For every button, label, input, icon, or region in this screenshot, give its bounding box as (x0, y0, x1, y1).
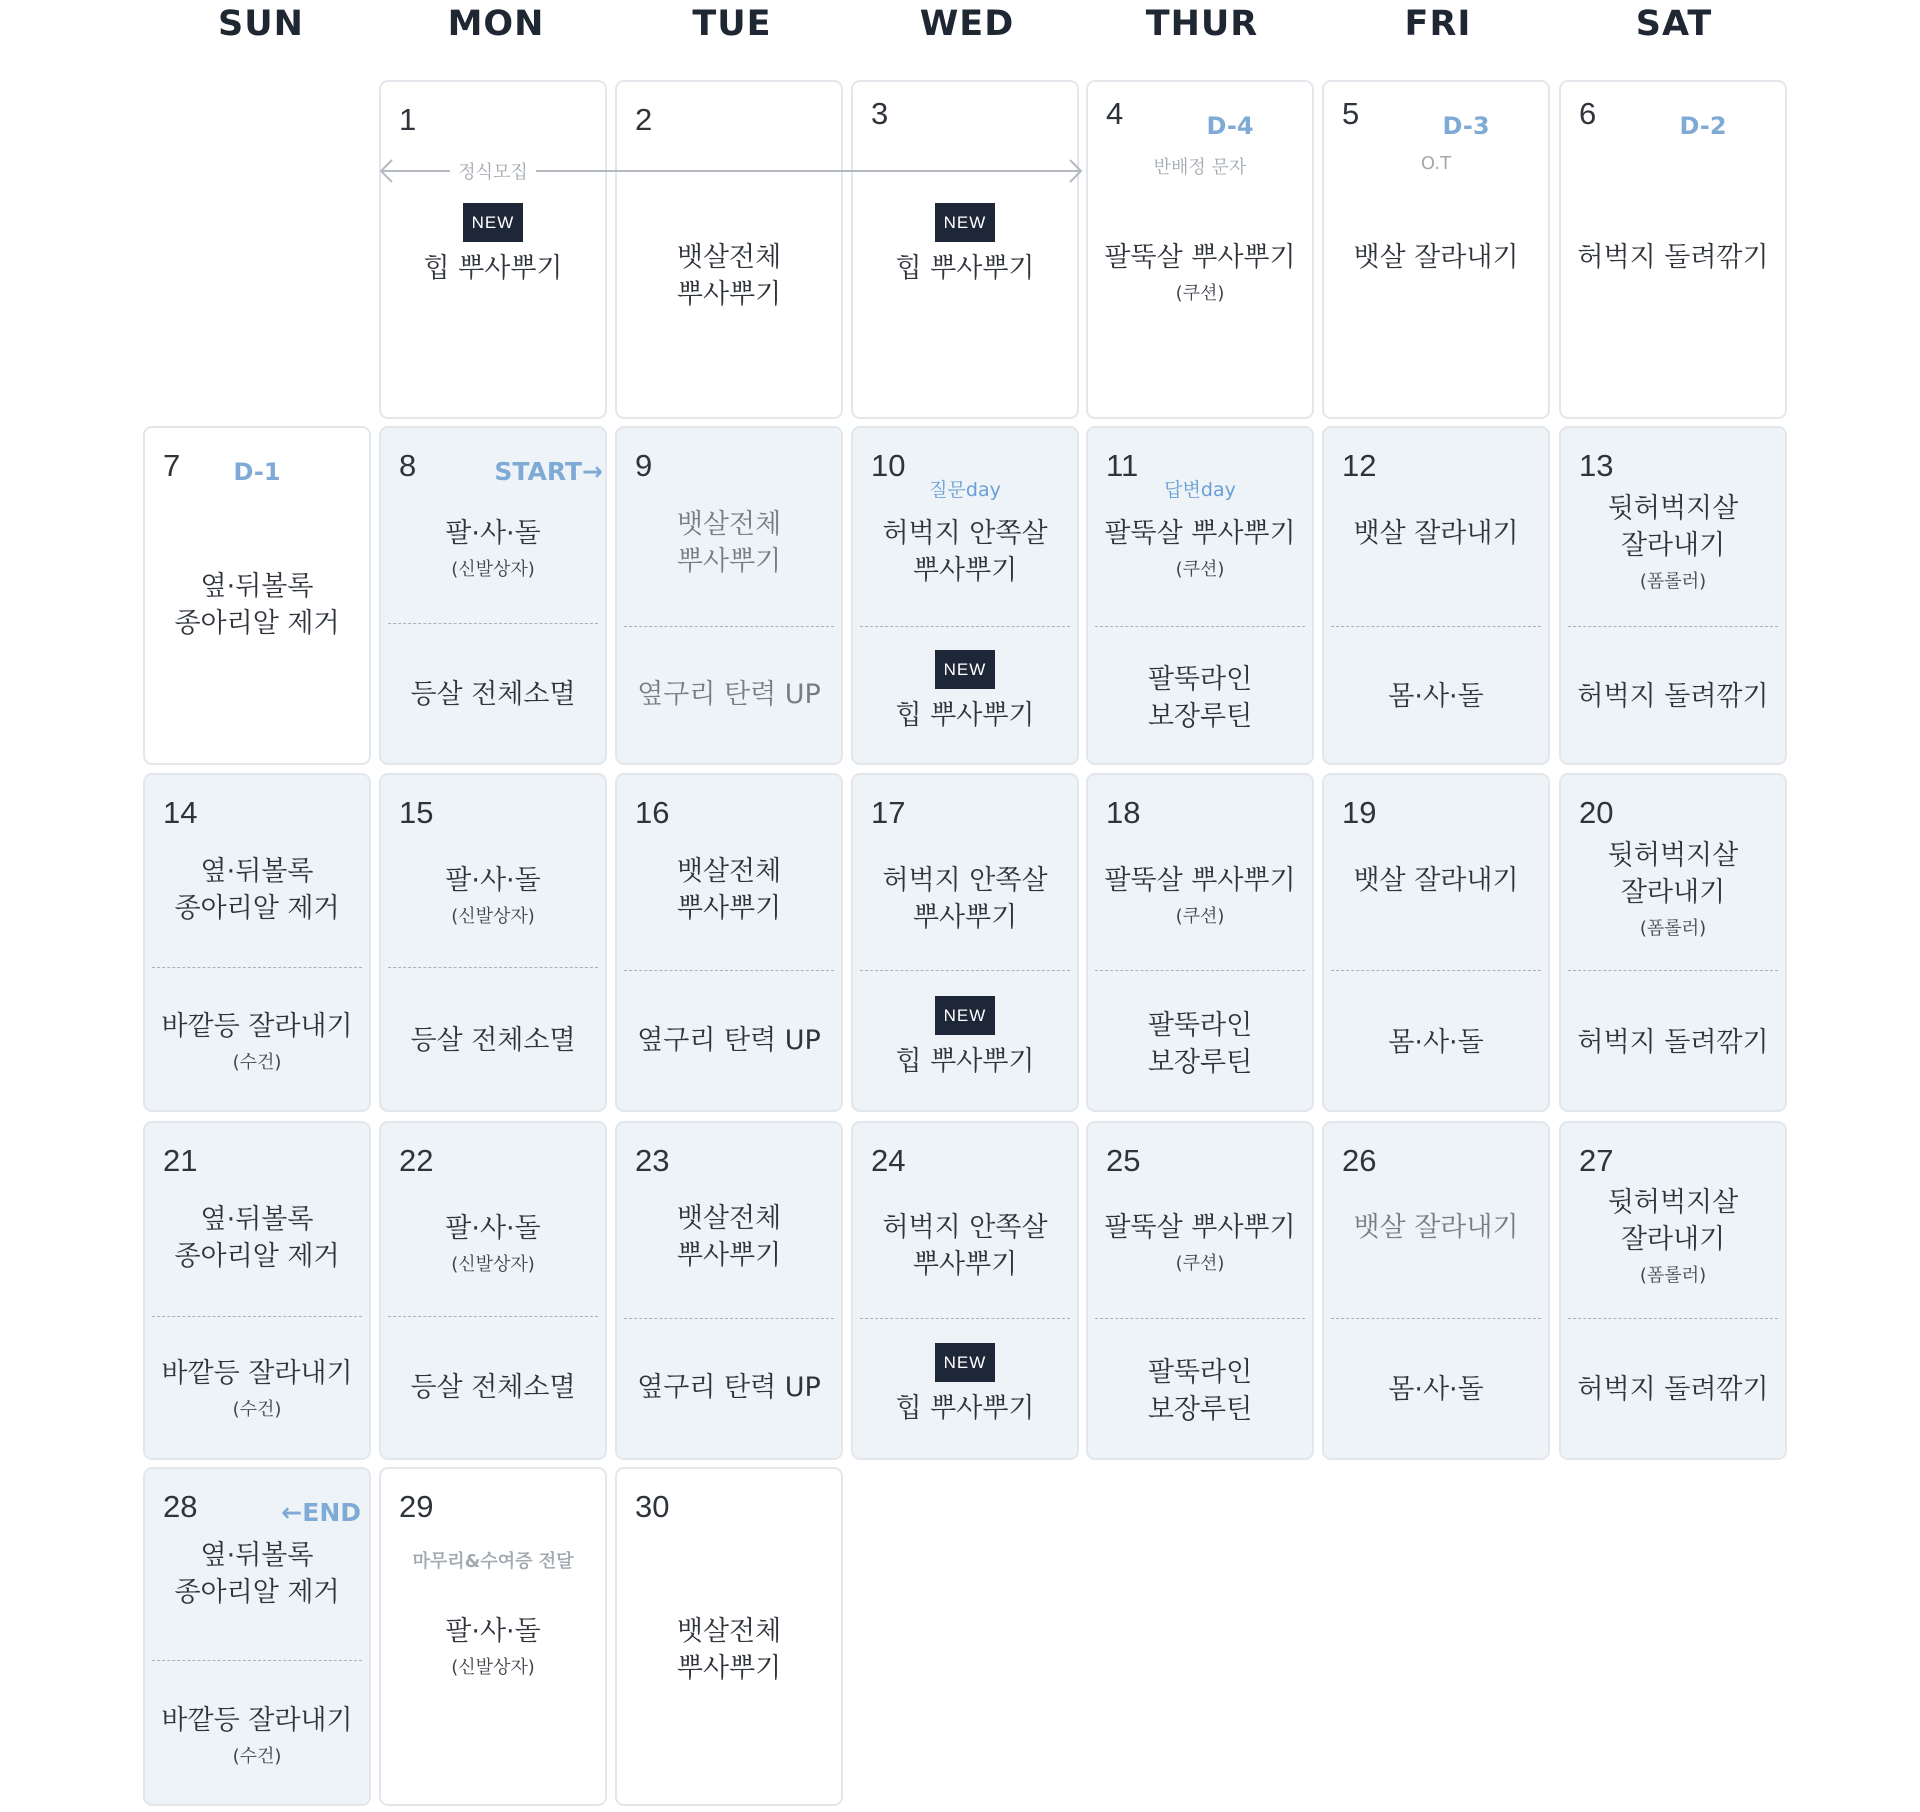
divider (1568, 1318, 1778, 1319)
weekday-sun: SUN (218, 4, 304, 44)
workout-title-top: 팔·사·돌 (445, 518, 541, 549)
divider (152, 967, 362, 968)
day-cell-12[interactable] (1322, 426, 1550, 765)
workout-title-bottom: 팔뚝라인 보장루틴 (1147, 1010, 1253, 1078)
equipment-note: (쿠션) (1175, 906, 1225, 927)
workout-title-bottom: 힙 뿌사뿌기 (895, 1393, 1035, 1424)
workout-title-bottom: 바깥등 잘라내기 (161, 1011, 353, 1042)
new-badge: NEW (935, 203, 996, 242)
workout-title-top: 뱃살전체 뿌사뿌기 (676, 856, 782, 924)
start-marker: START→ (494, 457, 603, 486)
workout-title-bottom: 몸·사·돌 (1388, 1027, 1484, 1058)
day-cell-10[interactable] (851, 426, 1079, 765)
equipment-note: (수건) (232, 1746, 282, 1767)
weekday-fri: FRI (1404, 4, 1472, 44)
day-number: 18 (1106, 795, 1141, 830)
day-number: 3 (871, 96, 889, 131)
weekday-tue: TUE (692, 4, 772, 44)
event-note: 질문day (929, 479, 1001, 501)
day-number: 22 (399, 1143, 434, 1178)
workout-title-top: 옆·뒤볼록 종아리알 제거 (174, 1204, 340, 1272)
workout-title: 뱃살 잘라내기 (1353, 242, 1519, 273)
workout-title-bottom: 옆구리 탄력 UP (637, 1025, 821, 1056)
day-number: 14 (163, 795, 198, 830)
workout-title-top: 허벅지 안쪽살 뿌사뿌기 (882, 518, 1048, 586)
divider (624, 970, 834, 971)
workout-title-top: 팔·사·돌 (445, 1213, 541, 1244)
new-badge: NEW (463, 203, 524, 242)
day-number: 9 (635, 448, 653, 483)
workout-title-bottom: 등살 전체소멸 (410, 1372, 576, 1403)
day-number: 5 (1342, 96, 1360, 131)
day-cell-29[interactable] (379, 1467, 607, 1806)
event-note: 마무리&수여증 전달 (412, 1551, 574, 1572)
equipment-note: (신발상자) (451, 906, 535, 927)
day-cell-19[interactable] (1322, 773, 1550, 1112)
weekday-wed: WED (919, 4, 1015, 44)
day-cell-3[interactable] (851, 80, 1079, 419)
workout-title-bottom: 팔뚝라인 보장루틴 (1147, 664, 1253, 732)
day-number: 2 (635, 102, 653, 137)
day-number: 19 (1342, 795, 1377, 830)
workout-title-top: 허벅지 안쪽살 뿌사뿌기 (882, 1212, 1048, 1280)
workout-title-bottom: 몸·사·돌 (1388, 1374, 1484, 1405)
workout-title-top: 옆·뒤볼록 종아리알 제거 (174, 1540, 340, 1608)
new-badge: NEW (935, 1343, 996, 1382)
divider (624, 1318, 834, 1319)
workout-title: 힙 뿌사뿌기 (423, 253, 563, 284)
divider (1095, 1318, 1305, 1319)
day-number: 23 (635, 1143, 670, 1178)
day-number: 8 (399, 448, 417, 483)
day-cell-8[interactable] (379, 426, 607, 765)
divider (1095, 970, 1305, 971)
day-cell-17[interactable] (851, 773, 1079, 1112)
workout-title-top: 뱃살전체 뿌사뿌기 (676, 1203, 782, 1271)
equipment-note: (수건) (232, 1052, 282, 1073)
day-number: 20 (1579, 795, 1614, 830)
workout-title-top: 팔·사·돌 (445, 865, 541, 896)
workout-title-top: 뱃살 잘라내기 (1353, 865, 1519, 896)
workout-title-top: 허벅지 안쪽살 뿌사뿌기 (882, 865, 1048, 933)
day-number: 15 (399, 795, 434, 830)
weekday-sat: SAT (1635, 4, 1713, 44)
day-number: 30 (635, 1489, 670, 1524)
day-cell-4[interactable] (1086, 80, 1314, 419)
event-note: 답변day (1164, 479, 1236, 501)
day-cell-23[interactable] (615, 1121, 843, 1460)
workout-title-bottom: 옆구리 탄력 UP (637, 1372, 821, 1403)
day-number: 11 (1106, 448, 1139, 483)
workout-title-bottom: 힙 뿌사뿌기 (895, 700, 1035, 731)
equipment-note: (폼롤러) (1639, 571, 1707, 592)
day-number: 16 (635, 795, 670, 830)
equipment-note: (폼롤러) (1639, 918, 1707, 939)
recruitment-label: 정식모집 (452, 158, 534, 184)
day-number: 29 (399, 1489, 434, 1524)
workout-title: 힙 뿌사뿌기 (895, 253, 1035, 284)
divider (152, 1316, 362, 1317)
divider (388, 1316, 598, 1317)
day-cell-6[interactable] (1559, 80, 1787, 419)
divider (152, 1660, 362, 1661)
divider (860, 1318, 1070, 1319)
workout-title: 옆·뒤볼록 종아리알 제거 (174, 571, 340, 639)
divider (1568, 626, 1778, 627)
day-cell-25[interactable] (1086, 1121, 1314, 1460)
new-badge: NEW (935, 996, 996, 1035)
end-marker: ←END (281, 1498, 361, 1527)
workout-title: 팔·사·돌 (445, 1616, 541, 1647)
workout-title-bottom: 등살 전체소멸 (410, 679, 576, 710)
event-note: O.T (1420, 153, 1452, 174)
divider (860, 970, 1070, 971)
workout-title-bottom: 허벅지 돌려깎기 (1577, 1374, 1769, 1405)
equipment-note: (신발상자) (451, 559, 535, 580)
workout-title: 허벅지 돌려깎기 (1577, 242, 1769, 273)
workout-title-top: 팔뚝살 뿌사뿌기 (1104, 518, 1296, 549)
day-cell-1[interactable] (379, 80, 607, 419)
day-number: 24 (871, 1143, 906, 1178)
equipment-note: (폼롤러) (1639, 1265, 1707, 1286)
workout-title-bottom: 바깥등 잘라내기 (161, 1358, 353, 1389)
weekday-mon: MON (447, 4, 545, 44)
day-cell-21[interactable] (143, 1121, 371, 1460)
day-number: 17 (871, 795, 906, 830)
divider (1331, 626, 1541, 627)
new-badge: NEW (935, 650, 996, 689)
weekday-thur: THUR (1145, 4, 1259, 44)
day-number: 4 (1106, 96, 1124, 131)
event-note: 반배정 문자 (1153, 157, 1247, 178)
workout-title-bottom: 바깥등 잘라내기 (161, 1705, 353, 1736)
day-number: 26 (1342, 1143, 1377, 1178)
workout-title: 뱃살전체 뿌사뿌기 (676, 242, 782, 310)
day-number: 12 (1342, 448, 1377, 483)
workout-title-top: 뒷허벅지살 잘라내기 (1607, 1187, 1739, 1255)
day-cell-9[interactable] (615, 426, 843, 765)
divider (388, 623, 598, 624)
day-number: 13 (1579, 448, 1614, 483)
d-day-label: D-2 (1679, 112, 1727, 140)
d-day-label: D-4 (1206, 112, 1254, 140)
workout-title-bottom: 힙 뿌사뿌기 (895, 1046, 1035, 1077)
workout-title-top: 팔뚝살 뿌사뿌기 (1104, 865, 1296, 896)
workout-title: 팔뚝살 뿌사뿌기 (1104, 242, 1296, 273)
day-cell-22[interactable] (379, 1121, 607, 1460)
d-day-label: D-3 (1442, 112, 1490, 140)
divider (1568, 970, 1778, 971)
day-number: 25 (1106, 1143, 1141, 1178)
day-cell-5[interactable] (1322, 80, 1550, 419)
day-number: 1 (399, 102, 417, 137)
day-cell-11[interactable] (1086, 426, 1314, 765)
day-cell-13[interactable] (1559, 426, 1787, 765)
equipment-note: (쿠션) (1175, 283, 1225, 304)
day-number: 28 (163, 1489, 198, 1524)
day-number: 6 (1579, 96, 1597, 131)
divider (624, 626, 834, 627)
day-cell-7[interactable] (143, 426, 371, 765)
workout-title-top: 뒷허벅지살 잘라내기 (1607, 493, 1739, 561)
day-number: 27 (1579, 1143, 1614, 1178)
day-cell-30[interactable] (615, 1467, 843, 1806)
day-cell-16[interactable] (615, 773, 843, 1112)
workout-title-bottom: 옆구리 탄력 UP (637, 679, 821, 710)
day-cell-15[interactable] (379, 773, 607, 1112)
divider (1095, 626, 1305, 627)
equipment-note: (쿠션) (1175, 559, 1225, 580)
day-cell-20[interactable] (1559, 773, 1787, 1112)
divider (1331, 970, 1541, 971)
day-cell-2[interactable] (615, 80, 843, 419)
workout-title-top: 뱃살 잘라내기 (1353, 518, 1519, 549)
workout-title-bottom: 등살 전체소멸 (410, 1025, 576, 1056)
day-cell-14[interactable] (143, 773, 371, 1112)
workout-title-top: 뱃살 잘라내기 (1353, 1212, 1519, 1243)
day-cell-26[interactable] (1322, 1121, 1550, 1460)
day-cell-28[interactable] (143, 1467, 371, 1806)
divider (388, 967, 598, 968)
workout-title-bottom: 몸·사·돌 (1388, 681, 1484, 712)
d-day-label: D-1 (233, 458, 281, 486)
day-cell-27[interactable] (1559, 1121, 1787, 1460)
workout-title-bottom: 허벅지 돌려깎기 (1577, 681, 1769, 712)
day-cell-18[interactable] (1086, 773, 1314, 1112)
workout-title-top: 뱃살전체 뿌사뿌기 (676, 509, 782, 577)
day-number: 21 (163, 1143, 198, 1178)
workout-title-bottom: 팔뚝라인 보장루틴 (1147, 1357, 1253, 1425)
workout-title-top: 뒷허벅지살 잘라내기 (1607, 840, 1739, 908)
workout-title-top: 옆·뒤볼록 종아리알 제거 (174, 856, 340, 924)
equipment-note: (쿠션) (1175, 1253, 1225, 1274)
day-number: 10 (871, 448, 906, 483)
workout-title-top: 팔뚝살 뿌사뿌기 (1104, 1212, 1296, 1243)
workout-title: 뱃살전체 뿌사뿌기 (676, 1616, 782, 1684)
workout-title-bottom: 허벅지 돌려깎기 (1577, 1027, 1769, 1058)
divider (1331, 1318, 1541, 1319)
divider (860, 626, 1070, 627)
equipment-note: (신발상자) (451, 1657, 535, 1678)
day-cell-24[interactable] (851, 1121, 1079, 1460)
equipment-note: (신발상자) (451, 1254, 535, 1275)
equipment-note: (수건) (232, 1399, 282, 1420)
day-number: 7 (163, 448, 181, 483)
